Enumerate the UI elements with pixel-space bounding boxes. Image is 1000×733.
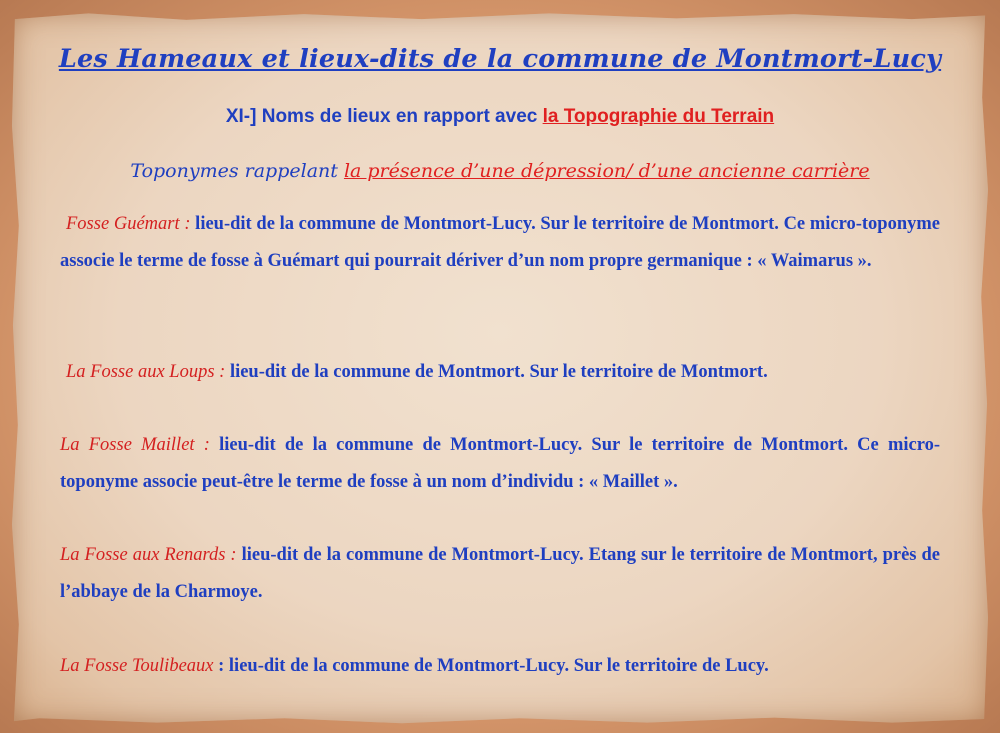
entry-name: Fosse Guémart : xyxy=(66,214,191,234)
entry-text: : lieu-dit de la commune de Montmort-Lucy. Sur le territoire de Lucy. xyxy=(213,656,769,676)
entry-text: lieu-dit de la commune de Montmort-Lucy. Etang sur le territoire de Montmort, près de l’abbaye de la Charmoye. xyxy=(60,545,940,602)
page-title: Les Hameaux et lieux-dits de la commune de Montmort-Lucy xyxy=(58,44,942,74)
subsection-heading-prefix: Toponymes rappelant xyxy=(130,160,344,182)
entry-text: lieu-dit de la commune de Montmort-Lucy. Sur le territoire de Montmort. Ce micro-toponyme associe peut-être le terme de fosse à un nom d’individu : « Maillet ». xyxy=(60,435,940,492)
entry-fosse-maillet xyxy=(60,427,940,501)
entry-name: La Fosse aux Loups : xyxy=(66,362,226,382)
entry-text: lieu-dit de la commune de Montmort. Sur le territoire de Montmort. xyxy=(225,362,768,382)
entry-fosse-aux-loups xyxy=(60,354,940,391)
entry-name: La Fosse Maillet : xyxy=(60,435,210,455)
entry-name: La Fosse aux Renards : xyxy=(60,545,237,565)
entry-text: lieu-dit de la commune de Montmort-Lucy. Sur le territoire de Montmort. Ce micro-toponyme associe le terme de fosse à Guémart qui pourrait dériver d’un nom propre germanique : « Waimarus ». xyxy=(60,214,940,271)
entry-fosse-aux-renards xyxy=(60,537,940,611)
section-heading-highlight: la Topographie du Terrain xyxy=(542,106,775,127)
section-heading-prefix: XI-] Noms de lieux en rapport avec xyxy=(225,106,543,127)
entry-fosse-toulibeaux xyxy=(60,648,940,685)
section-heading xyxy=(0,106,1000,128)
subsection-heading-highlight: la présence d’une dépression/ d’une ancienne carrière xyxy=(343,160,870,182)
subsection-heading xyxy=(0,160,1000,182)
entry-name: La Fosse Toulibeaux xyxy=(60,656,214,676)
entry-fosse-guemart xyxy=(60,206,940,280)
